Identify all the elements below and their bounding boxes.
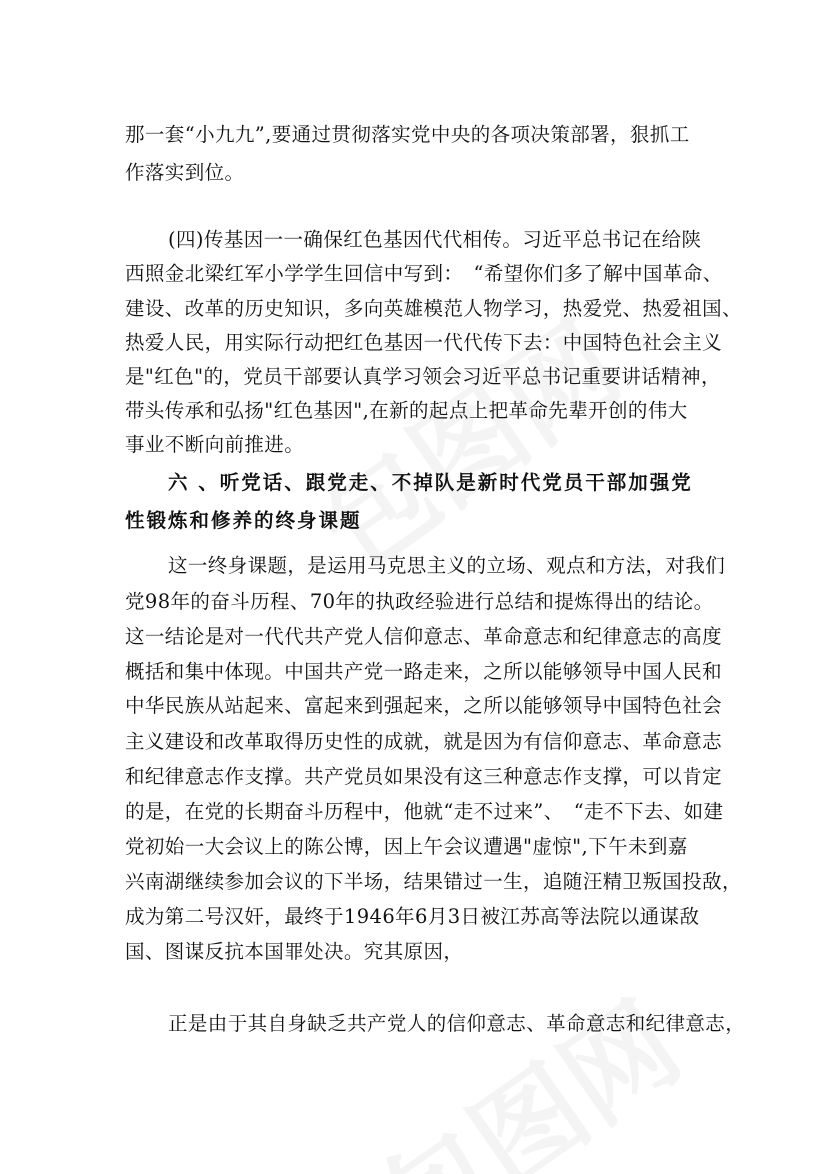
paragraph-line: 那一套“小九九”,要通过贯彻落实党中央的各项决策部署，狠抓工 bbox=[125, 123, 690, 146]
paragraph-line: 西照金北梁红军小学学生回信中写到： “希望你们多了解中国革命、 bbox=[125, 262, 723, 285]
paragraph-line: 党98年的奋斗历程、70年的执政经验进行总结和提炼得出的结论。 bbox=[125, 590, 714, 613]
paragraph-line: 兴南湖继续参加会议的下半场，结果错过一生，追随汪精卫叛国投敌， bbox=[125, 870, 742, 893]
paragraph-line: 党初始一大会议上的陈公博，因上午会议遭遇"虚惊",下午未到嘉 bbox=[125, 835, 688, 858]
paragraph-line: 中华民族从站起来、富起来到强起来，之所以能够领导中国特色社会 bbox=[125, 694, 723, 717]
paragraph-line: 热爱人民，用实际行动把红色基因一代代传下去：中国特色社会主义 bbox=[125, 331, 723, 354]
paragraph-line: 这一结论是对一代代共产党人信仰意志、革命意志和纪律意志的高度 bbox=[125, 625, 723, 648]
watermark bbox=[345, 960, 706, 1174]
paragraph-line: 事业不断向前推进。 bbox=[125, 433, 305, 456]
paragraph-line: 主义建设和改革取得历史性的成就，就是因为有信仰意志、革命意志 bbox=[125, 730, 723, 753]
paragraph-line: 带头传承和弘扬"红色基因",在新的起点上把革命先辈开创的伟大 bbox=[125, 399, 688, 422]
paragraph-line: (四)传基因一一确保红色基因代代相传。习近平总书记在给陕 bbox=[168, 228, 702, 251]
paragraph-line: 和纪律意志作支撑。共产党员如果没有这三种意志作支撑，可以肯定 bbox=[125, 765, 723, 788]
paragraph-line: 作落实到位。 bbox=[125, 161, 245, 184]
paragraph-line: 国、图谋反抗本国罪处决。究其原因， bbox=[125, 940, 464, 963]
section-heading: 六 、听党话、跟党走、不掉队是新时代党员干部加强党 bbox=[168, 471, 693, 494]
paragraph-line: 概括和集中体现。中国共产党一路走来，之所以能够领导中国人民和 bbox=[125, 660, 723, 683]
section-heading: 性锻炼和修养的终身课题 bbox=[125, 509, 362, 532]
paragraph-line: 这一终身课题，是运用马克思主义的立场、观点和方法，对我们 bbox=[168, 554, 726, 577]
paragraph-line: 成为第二号汉奸，最终于1946年6月3日被江苏高等法院以通谋敌 bbox=[125, 905, 700, 928]
paragraph-line: 正是由于其自身缺乏共产党人的信仰意志、革命意志和纪律意志， bbox=[168, 1012, 746, 1035]
paragraph-line: 是"红色"的，党员干部要认真学习领会习近平总书记重要讲话精神， bbox=[125, 365, 721, 388]
paragraph-line: 的是，在党的长期奋斗历程中，他就“走不过来”、 “走不下去、如建 bbox=[125, 800, 724, 823]
paragraph-line: 建设、改革的历史知识，多向英雄模范人物学习，热爱党、热爱祖国、 bbox=[125, 297, 742, 320]
